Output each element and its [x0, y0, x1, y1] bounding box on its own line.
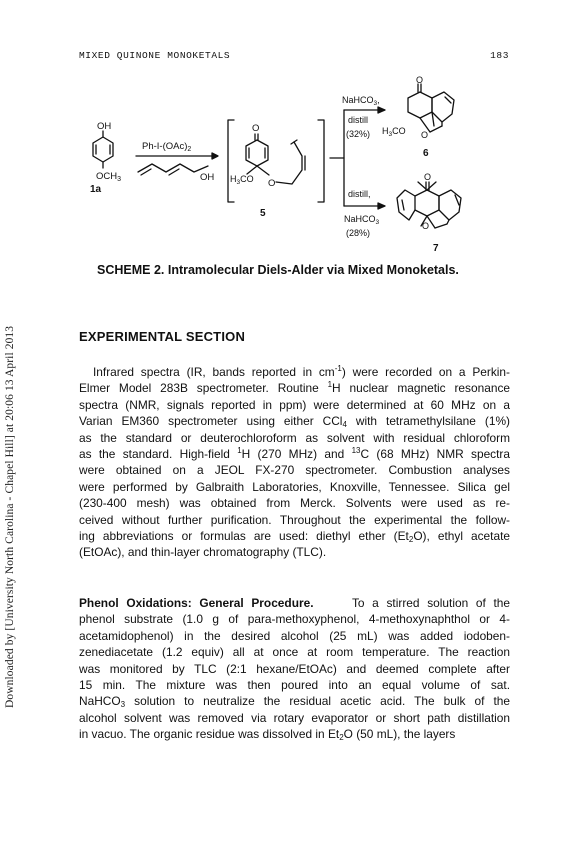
runin-heading: Phenol Oxidations: General Procedure.: [79, 596, 314, 610]
section-heading: EXPERIMENTAL SECTION: [79, 329, 246, 344]
h3co-label-5: $H_3CO$: [230, 174, 254, 186]
text-line: NaHCO$_3$ solution to neutralize the residual acetic acid. The bulk of the: [79, 694, 510, 710]
text-line: (EtOAc), and thin-layer chromatography (TLC).: [79, 545, 327, 560]
ether-oxygen-label-5: O: [268, 178, 276, 189]
h3co-label-6: $H_3CO$: [382, 126, 406, 138]
compound-6-label: 6: [423, 148, 429, 159]
och3-label: $OCH_3$: [96, 171, 122, 183]
right-bracket: [318, 120, 324, 202]
lower-cond-1: distill,: [348, 189, 371, 199]
text-line: 15 min. The mixture was then poured into an equal volume of sat.: [79, 678, 510, 693]
product-6-ring-b: [432, 92, 454, 122]
chain-oh-label: OH: [200, 172, 215, 183]
compound-5-label: 5: [260, 208, 266, 219]
download-watermark: Downloaded by [University North Carolina - Chapel Hill] at 20:06 13 April 2013: [4, 325, 16, 708]
ether-oxygen-label-7: O: [422, 221, 430, 231]
lower-cond-3: (28%): [346, 228, 371, 238]
product-7-ring-b: [439, 190, 461, 220]
reagent-label: $Ph-I-(OAc)_2$: [142, 141, 192, 153]
text-line: as the standard or deuterochloroform as solvent with residual chloroform: [79, 430, 510, 445]
upper-cond-2: distill: [348, 115, 369, 125]
text-line: phenol substrate (1.0 g of para-methoxyphenol, 4-methoxynaphthol or 4-: [79, 612, 510, 627]
lower-cond-2: NaHCO$_3$: [344, 214, 380, 226]
text-line: were performed by Galbraith Laboratories, Knoxville, Tennessee. Silica gel: [79, 479, 510, 494]
text-line: Elmer Model 283B spectrometer. Routine $^1$H nuclear magnetic resonance: [79, 380, 510, 396]
text-line: ceived without further purification. Throughout the experimental the follow-: [79, 512, 510, 527]
running-title: MIXED QUINONE MONOKETALS: [79, 50, 231, 61]
quinone-oxygen-label: O: [252, 123, 260, 134]
scheme-caption: SCHEME 2. Intramolecular Diels-Alder via Mixed Monoketals.: [97, 263, 459, 277]
oxygen-label-7: O: [424, 172, 432, 182]
paragraph-phenol-oxidations: [79, 595, 510, 743]
text-line: as the standard. High-field $^1$H (270 MHz) and $^{13}$C (68 MHz) NMR spectra: [79, 446, 510, 462]
text-line: alcohol solvent was removed via rotary evaporator or short path distillation: [79, 710, 510, 725]
compound-1a-label: 1a: [90, 184, 102, 195]
upper-cond-3: (32%): [346, 129, 371, 139]
compound-7-label: 7: [433, 243, 439, 254]
reaction-scheme: [80, 76, 480, 258]
paragraph-instrumentation: [79, 364, 510, 561]
text-line: ing abbreviations or formulas are used: diethyl ether $(Et_2O)$, ethyl acetate: [79, 529, 510, 545]
text-line: spectra (NMR, signals reported in ppm) were determined at 60 MHz on a: [79, 397, 510, 412]
page-number: 183: [490, 50, 509, 61]
tethered-diene: [276, 142, 302, 184]
text-line: zenediacetate (1.2 equiv) all at once at room temperature. The reaction: [79, 645, 510, 660]
ether-oxygen-label-6: O: [421, 130, 429, 140]
text-line: was monitored by TLC (2:1 hexane/EtOAc) and deemed complete after: [79, 661, 510, 676]
left-bracket: [228, 120, 234, 202]
oxygen-label-6: O: [416, 76, 424, 85]
text-line: acetamidophenol) in the desired alcohol (25 mL) was added iodoben-: [79, 628, 510, 643]
product-7-ring-a: [415, 190, 439, 216]
text-line: were obtained on a JEOL FX-270 spectrometer. Combustion analyses: [79, 463, 510, 478]
text-line: Varian EM360 spectrometer using either CCl$_4$ with tetramethylsilane (1%): [79, 414, 510, 430]
text-line: in vacuo. The organic residue was dissolved in $Et_2O$ (50 mL), the layers: [79, 727, 456, 743]
text-line: Infrared spectra (IR, bands reported in $cm^{-1}$) were recorded on a Perkin-: [93, 364, 510, 379]
product-6-ring-a: [408, 92, 432, 118]
oh-label: OH: [97, 121, 112, 132]
running-header: [79, 50, 509, 61]
text-line: Phenol Oxidations: General Procedure. To a stirred solution of the: [79, 596, 510, 610]
text-line: (230-400 mesh) was obtained from Merck. Solvents were used as re-: [79, 496, 510, 511]
upper-cond-1: NaHCO$_3$,: [342, 95, 380, 107]
